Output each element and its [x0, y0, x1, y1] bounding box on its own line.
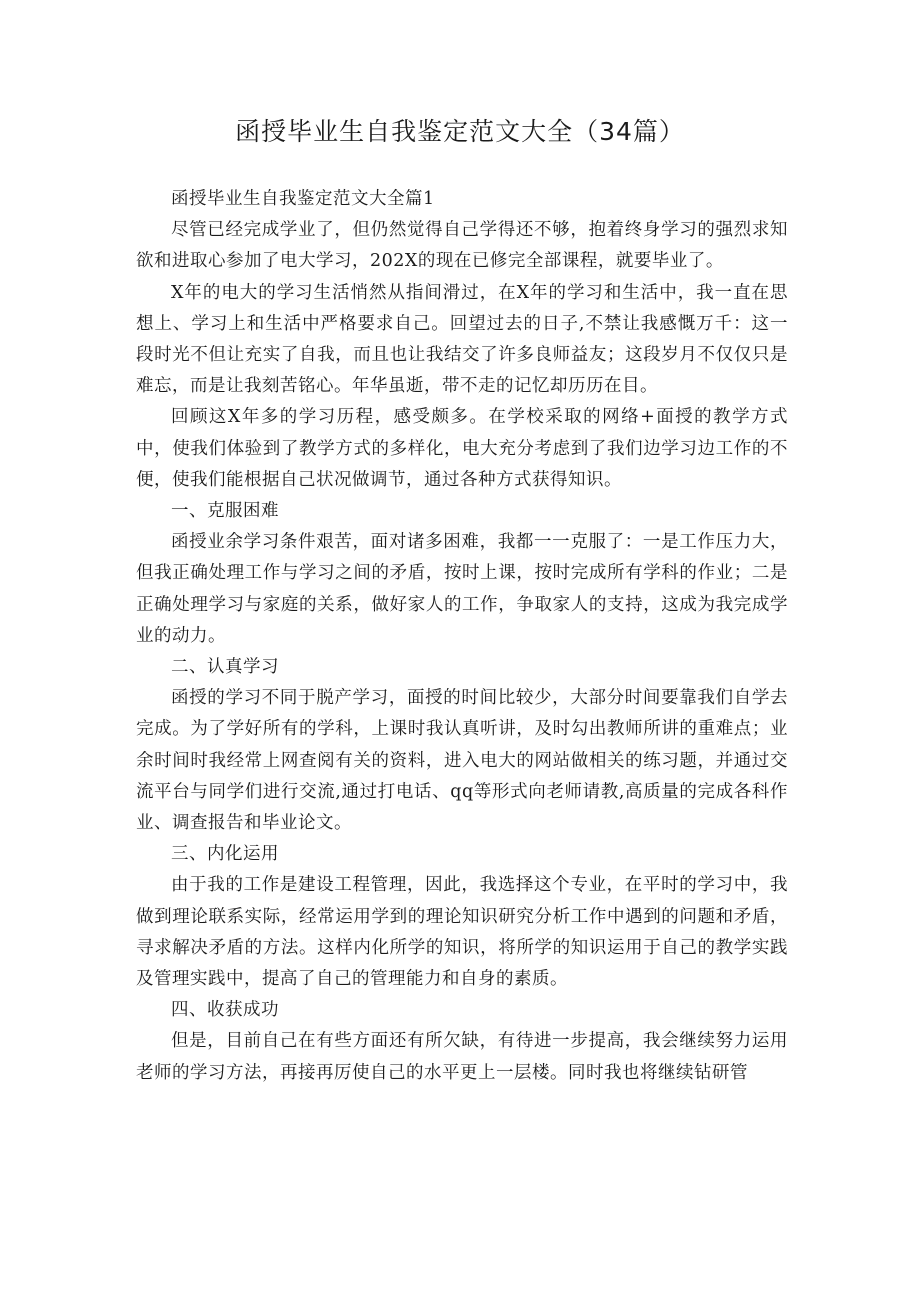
subheading-1: 一、克服困难 — [171, 501, 279, 522]
subheading-3: 三、内化运用 — [171, 844, 279, 865]
subheading-2: 二、认真学习 — [171, 657, 279, 678]
paragraph-5: 函授的学习不同于脱产学习，面授的时间比较少，大部分时间要靠我们自学去完成。为了学好所有的学科，上课时我认真听讲，及时勾出教师所讲的重难点；业余时间时我经常上网查阅有关的资料，进入电大的网站做相关的练习题，并通过交流平台与同学们进行交流,通过打电话、qq等形式向老师请教,高质量的完成各科作业、调查报告和毕业论文。 — [136, 688, 788, 834]
paragraph-3: 回顾这X年多的学习历程，感受颇多。在学校采取的网络+面授的教学方式中，使我们体验到了教学方式的多样化，电大充分考虑到了我们边学习边工作的不便，使我们能根据自己状况做调节，通过各种方式获得知识。 — [136, 407, 788, 490]
document-body — [136, 184, 788, 1089]
paragraph-2: X年的电大的学习生活悄然从指间滑过，在X年的学习和生活中，我一直在思想上、学习上和生活中严格要求自己。回望过去的日子,不禁让我感慨万千：这一段时光不但让充实了自我，而且也让我结交了许多良师益友；这段岁月不仅仅只是难忘，而是让我刻苦铭心。年华虽逝，带不走的记忆却历历在目。 — [136, 282, 788, 397]
subheading-4: 四、收获成功 — [171, 1000, 279, 1021]
paragraph-1: 尽管已经完成学业了，但仍然觉得自己学得还不够，抱着终身学习的强烈求知欲和进取心参加了电大学习，202X的现在已修完全部课程，就要毕业了。 — [136, 220, 788, 272]
section-heading: 函授毕业生自我鉴定范文大全篇1 — [171, 189, 435, 209]
paragraph-4: 函授业余学习条件艰苦，面对诸多困难，我都一一克服了：一是工作压力大，但我正确处理工作与学习之间的矛盾，按时上课，按时完成所有学科的作业；二是正确处理学习与家庭的关系，做好家人的工作，争取家人的支持，这成为我完成学业的动力。 — [136, 532, 788, 646]
document-title: 函授毕业生自我鉴定范文大全（34篇） — [235, 117, 685, 146]
paragraph-6: 由于我的工作是建设工程管理，因此，我选择这个专业，在平时的学习中，我做到理论联系实际，经常运用学到的理论知识研究分析工作中遇到的问题和矛盾，寻求解决矛盾的方法。这样内化所学的知识，将所学的知识运用于自己的教学实践及管理实践中，提高了自己的管理能力和自身的素质。 — [136, 875, 788, 990]
paragraph-7: 但是，目前自己在有些方面还有所欠缺，有待进一步提高，我会继续努力运用老师的学习方法，再接再厉使自己的水平更上一层楼。同时我也将继续钻研管 — [136, 1031, 788, 1083]
